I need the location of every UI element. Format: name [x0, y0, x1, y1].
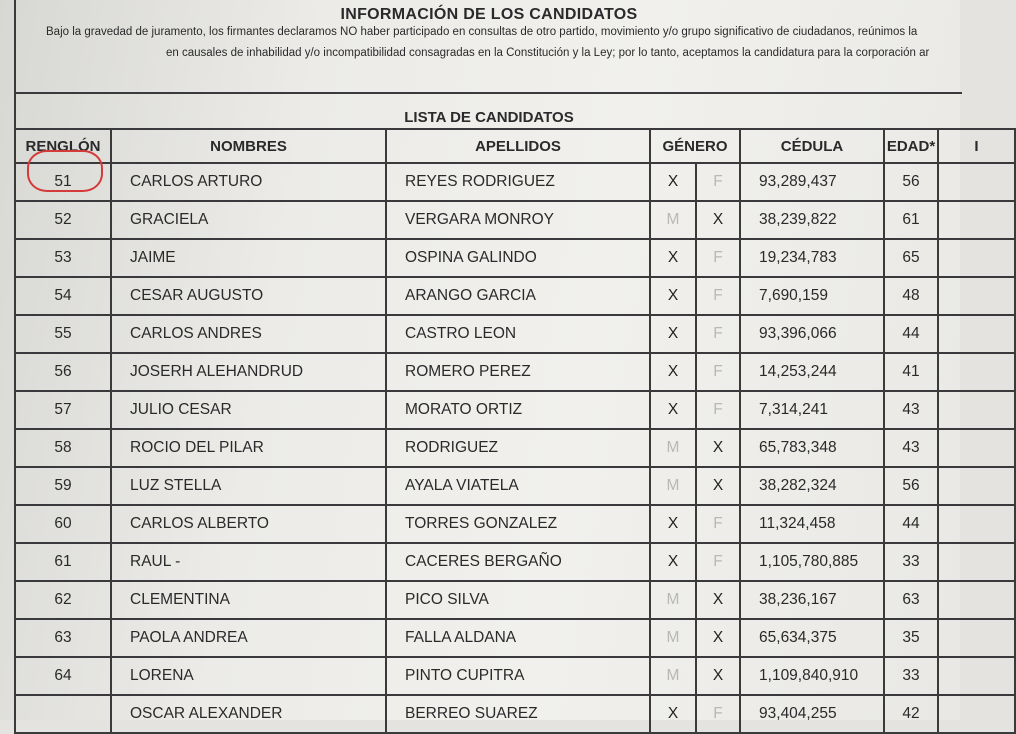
renglon-cell: 58: [15, 429, 111, 467]
gender-f-cell: F: [696, 543, 740, 581]
renglon-cell: 60: [15, 505, 111, 543]
renglon-cell: 64: [15, 657, 111, 695]
cedula-cell: 7,690,159: [740, 277, 884, 315]
renglon-cell: 56: [15, 353, 111, 391]
nombres-cell: LORENA: [111, 657, 386, 695]
renglon-cell: 61: [15, 543, 111, 581]
table-row: [15, 353, 1015, 391]
cedula-cell: 65,783,348: [740, 429, 884, 467]
table-row: [15, 467, 1015, 505]
renglon-cell: 59: [15, 467, 111, 505]
apellidos-cell: RODRIGUEZ: [386, 429, 650, 467]
apellidos-cell: FALLA ALDANA: [386, 619, 650, 657]
nombres-cell: ROCIO DEL PILAR: [111, 429, 386, 467]
gender-m-cell: M: [650, 467, 696, 505]
cedula-cell: 93,289,437: [740, 163, 884, 201]
apellidos-cell: VERGARA MONROY: [386, 201, 650, 239]
gender-f-cell: X: [696, 467, 740, 505]
table-row: [15, 277, 1015, 315]
gender-f-cell: X: [696, 581, 740, 619]
cedula-cell: 14,253,244: [740, 353, 884, 391]
apellidos-cell: OSPINA GALINDO: [386, 239, 650, 277]
col-extra: I: [938, 129, 1015, 163]
extra-cell: [938, 239, 1015, 277]
gender-m-cell: M: [650, 581, 696, 619]
table-header-row: [15, 129, 1015, 163]
gender-m-cell: M: [650, 619, 696, 657]
gender-f-cell: F: [696, 695, 740, 733]
edad-cell: 41: [884, 353, 938, 391]
nombres-cell: JULIO CESAR: [111, 391, 386, 429]
renglon-cell: 53: [15, 239, 111, 277]
extra-cell: [938, 505, 1015, 543]
cedula-cell: 93,404,255: [740, 695, 884, 733]
renglon-cell: [15, 695, 111, 733]
edad-cell: 33: [884, 543, 938, 581]
edad-cell: 44: [884, 505, 938, 543]
table-row: [15, 391, 1015, 429]
extra-cell: [938, 391, 1015, 429]
gender-f-cell: F: [696, 391, 740, 429]
gender-f-cell: X: [696, 429, 740, 467]
gender-m-cell: M: [650, 429, 696, 467]
cedula-cell: 19,234,783: [740, 239, 884, 277]
edad-cell: 43: [884, 391, 938, 429]
candidate-list-header: [14, 92, 962, 132]
gender-m-cell: X: [650, 391, 696, 429]
cedula-cell: 1,105,780,885: [740, 543, 884, 581]
apellidos-cell: AYALA VIATELA: [386, 467, 650, 505]
table-row: [15, 619, 1015, 657]
apellidos-cell: BERREO SUAREZ: [386, 695, 650, 733]
extra-cell: [938, 657, 1015, 695]
edad-cell: 65: [884, 239, 938, 277]
nombres-cell: JAIME: [111, 239, 386, 277]
extra-cell: [938, 277, 1015, 315]
oath-text-line-2: en causales de inhabilidad y/o incompatibilidad consagradas en la Constitución y la Ley; por lo tanto, aceptamos la candidatura para la corporación ar: [166, 47, 930, 59]
list-title: LISTA DE CANDIDATOS: [404, 109, 574, 126]
edad-cell: 48: [884, 277, 938, 315]
apellidos-cell: ARANGO GARCIA: [386, 277, 650, 315]
edad-cell: 42: [884, 695, 938, 733]
extra-cell: [938, 315, 1015, 353]
col-genero: GÉNERO: [650, 129, 740, 163]
gender-f-cell: F: [696, 315, 740, 353]
cedula-cell: 65,634,375: [740, 619, 884, 657]
nombres-cell: CARLOS ARTURO: [111, 163, 386, 201]
extra-cell: [938, 429, 1015, 467]
extra-cell: [938, 695, 1015, 733]
renglon-cell: 52: [15, 201, 111, 239]
apellidos-cell: CASTRO LEON: [386, 315, 650, 353]
col-edad: EDAD*: [884, 129, 938, 163]
cedula-cell: 11,324,458: [740, 505, 884, 543]
edad-cell: 35: [884, 619, 938, 657]
col-renglon: RENGLÓN: [15, 129, 111, 163]
cedula-cell: 38,239,822: [740, 201, 884, 239]
apellidos-cell: REYES RODRIGUEZ: [386, 163, 650, 201]
nombres-cell: LUZ STELLA: [111, 467, 386, 505]
nombres-cell: PAOLA ANDREA: [111, 619, 386, 657]
nombres-cell: CLEMENTINA: [111, 581, 386, 619]
gender-f-cell: X: [696, 201, 740, 239]
extra-cell: [938, 467, 1015, 505]
edad-cell: 63: [884, 581, 938, 619]
table-row: [15, 657, 1015, 695]
gender-m-cell: M: [650, 201, 696, 239]
apellidos-cell: MORATO ORTIZ: [386, 391, 650, 429]
table-row: [15, 201, 1015, 239]
apellidos-cell: PICO SILVA: [386, 581, 650, 619]
gender-f-cell: F: [696, 505, 740, 543]
table-row: [15, 429, 1015, 467]
table-row: [15, 695, 1015, 733]
extra-cell: [938, 353, 1015, 391]
apellidos-cell: ROMERO PEREZ: [386, 353, 650, 391]
col-cedula: CÉDULA: [740, 129, 884, 163]
gender-m-cell: X: [650, 695, 696, 733]
cedula-cell: 1,109,840,910: [740, 657, 884, 695]
nombres-cell: CESAR AUGUSTO: [111, 277, 386, 315]
edad-cell: 56: [884, 467, 938, 505]
table-row: [15, 315, 1015, 353]
gender-f-cell: F: [696, 353, 740, 391]
renglon-cell: 57: [15, 391, 111, 429]
renglon-cell: 55: [15, 315, 111, 353]
nombres-cell: OSCAR ALEXANDER: [111, 695, 386, 733]
nombres-cell: JOSERH ALEHANDRUD: [111, 353, 386, 391]
edad-cell: 61: [884, 201, 938, 239]
gender-m-cell: X: [650, 505, 696, 543]
renglon-cell: 63: [15, 619, 111, 657]
table-row: [15, 163, 1015, 201]
cedula-cell: 38,282,324: [740, 467, 884, 505]
col-apellidos: APELLIDOS: [386, 129, 650, 163]
gender-f-cell: F: [696, 239, 740, 277]
gender-f-cell: F: [696, 277, 740, 315]
gender-m-cell: X: [650, 163, 696, 201]
extra-cell: [938, 581, 1015, 619]
nombres-cell: CARLOS ANDRES: [111, 315, 386, 353]
renglon-cell: 62: [15, 581, 111, 619]
table-body: [15, 163, 1015, 733]
gender-f-cell: X: [696, 657, 740, 695]
apellidos-cell: CACERES BERGAÑO: [386, 543, 650, 581]
red-circle-annotation: [27, 150, 103, 192]
nombres-cell: GRACIELA: [111, 201, 386, 239]
renglon-cell: 51: [15, 163, 111, 201]
gender-m-cell: X: [650, 239, 696, 277]
nombres-cell: RAUL -: [111, 543, 386, 581]
edad-cell: 56: [884, 163, 938, 201]
extra-cell: [938, 619, 1015, 657]
apellidos-cell: TORRES GONZALEZ: [386, 505, 650, 543]
apellidos-cell: PINTO CUPITRA: [386, 657, 650, 695]
col-nombres: NOMBRES: [111, 129, 386, 163]
candidate-info-header: [14, 0, 962, 94]
candidate-table: [14, 128, 1016, 734]
edad-cell: 33: [884, 657, 938, 695]
gender-m-cell: X: [650, 543, 696, 581]
table-row: [15, 543, 1015, 581]
oath-text-line-1: Bajo la gravedad de juramento, los firmantes declaramos NO haber participado en consultas de otro partido, movimiento y/o grupo significativo de ciudadanos, reúnimos la: [46, 26, 918, 38]
extra-cell: [938, 543, 1015, 581]
gender-m-cell: X: [650, 277, 696, 315]
gender-f-cell: X: [696, 619, 740, 657]
gender-f-cell: F: [696, 163, 740, 201]
table-row: [15, 239, 1015, 277]
nombres-cell: CARLOS ALBERTO: [111, 505, 386, 543]
table-row: [15, 581, 1015, 619]
gender-m-cell: X: [650, 315, 696, 353]
cedula-cell: 93,396,066: [740, 315, 884, 353]
extra-cell: [938, 201, 1015, 239]
cedula-cell: 7,314,241: [740, 391, 884, 429]
renglon-cell: 54: [15, 277, 111, 315]
gender-m-cell: M: [650, 657, 696, 695]
edad-cell: 43: [884, 429, 938, 467]
table-row: [15, 505, 1015, 543]
gender-m-cell: X: [650, 353, 696, 391]
section-title: INFORMACIÓN DE LOS CANDIDATOS: [340, 6, 638, 23]
extra-cell: [938, 163, 1015, 201]
cedula-cell: 38,236,167: [740, 581, 884, 619]
edad-cell: 44: [884, 315, 938, 353]
